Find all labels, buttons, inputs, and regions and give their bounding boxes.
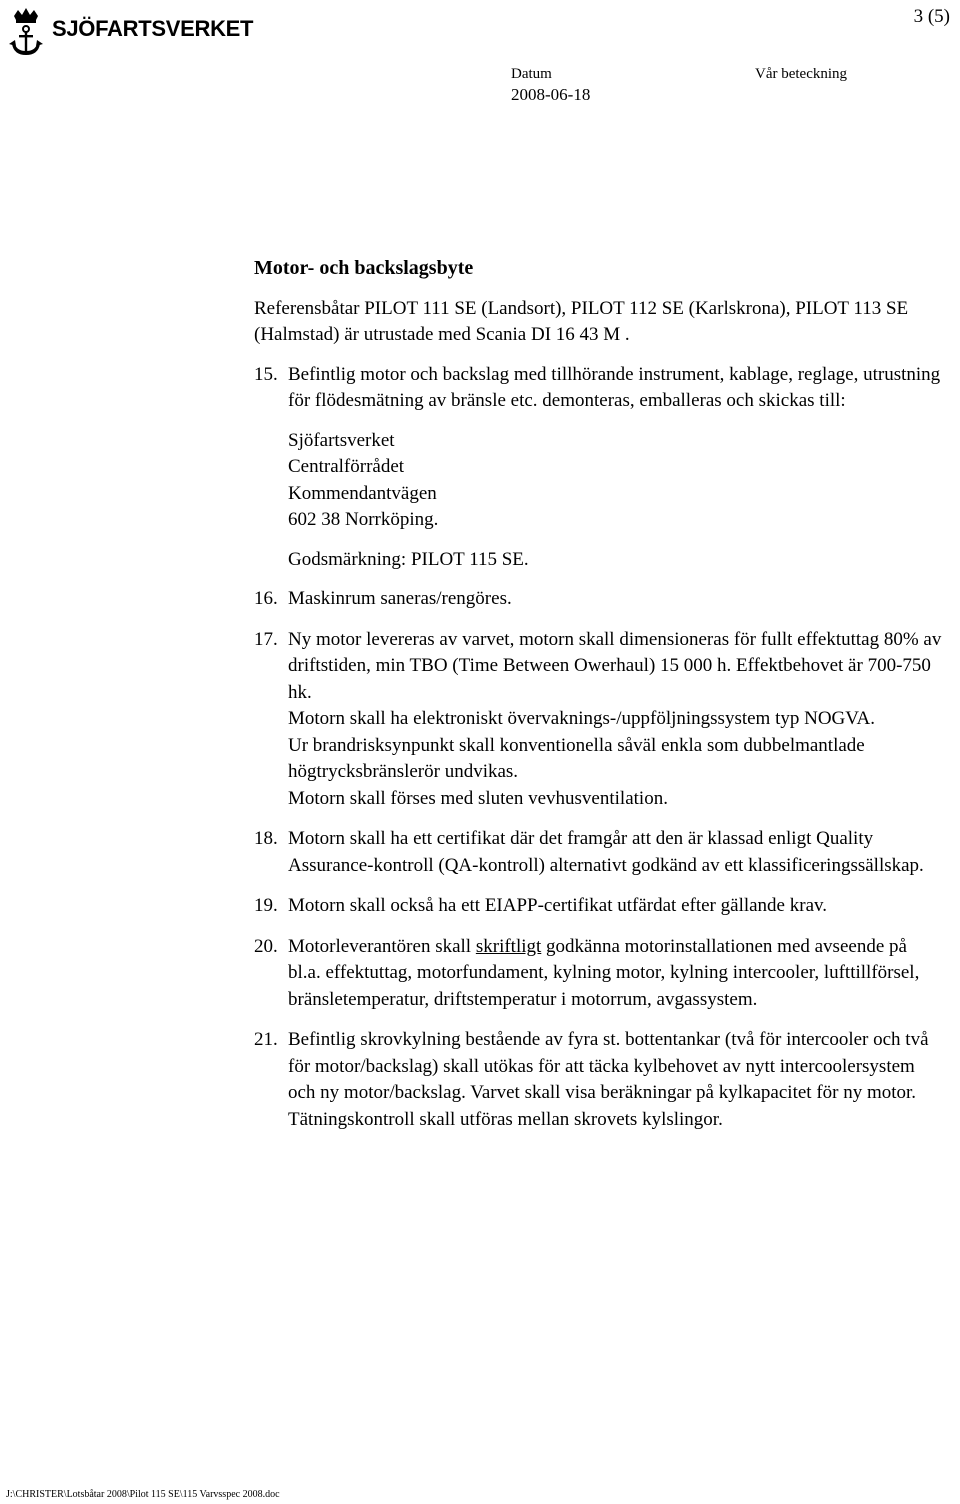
- text-after: godkänna motorinstallationen med avseende på bl.a. effektuttag, motorfundament, kylning motor, kylning intercooler, lufttillförsel, bränsletemperatur, driftstemperatur i motorrum, avgassystem.: [288, 935, 920, 1010]
- date-label: Datum: [511, 66, 552, 82]
- item-text: Maskinrum saneras/rengöres.: [288, 588, 512, 609]
- intro-paragraph: Referensbåtar PILOT 111 SE (Landsort), PILOT 112 SE (Karlskrona), PILOT 113 SE (Halmstad) är utrustade med Scania DI 16 43 M .: [254, 297, 909, 345]
- list-item-18: [254, 826, 944, 879]
- list-item-20: [254, 934, 944, 1014]
- item-text: Ur brandrisksynpunkt skall konventionella såväl enkla som dubbelmantlade högtrycksbränslerör undvikas.: [288, 734, 865, 782]
- item-number: 18.: [254, 828, 278, 849]
- document-body: [254, 255, 944, 1133]
- item-text: Motorn skall också ha ett EIAPP-certifikat utfärdat efter gällande krav.: [288, 895, 828, 916]
- address-line: Centralförrådet: [288, 456, 405, 477]
- item-number: 15.: [254, 363, 278, 385]
- item-number: 20.: [254, 935, 278, 957]
- list-item-16: [254, 586, 944, 613]
- list-item-17: [254, 627, 944, 813]
- text-before: Motorleverantören skall: [288, 935, 476, 957]
- page-number: 3 (5): [913, 6, 950, 27]
- address-line: 602 38 Norrköping.: [288, 509, 439, 530]
- item-number: 17.: [254, 628, 278, 650]
- item-text: Motorn skall förses med sluten vevhusventilation.: [288, 787, 668, 809]
- underlined-word: skriftligt: [475, 935, 542, 957]
- address-line: Kommendantvägen: [288, 482, 437, 504]
- list-item-15: [254, 362, 944, 574]
- date-value: 2008-06-18: [511, 85, 591, 104]
- item-number: 19.: [254, 895, 278, 916]
- logo-wordmark: SJÖFARTSVERKET: [52, 16, 254, 41]
- list-item-21: [254, 1027, 944, 1133]
- item-text: Motorn skall ha elektroniskt övervaknings-/uppföljningssystem typ NOGVA.: [288, 708, 876, 729]
- crown-anchor-icon: [6, 6, 46, 60]
- item-text: Ny motor levereras av varvet, motorn skall dimensioneras för fullt effektuttag 80% av driftstiden, min TBO (Time Between Owerhaul) 15 000 h. Effektbehovet är 700-750 hk.: [288, 628, 942, 703]
- address-line: Sjöfartsverket: [288, 429, 395, 451]
- file-path-footer: J:\CHRISTER\Lotsbåtar 2008\Pilot 115 SE\115 Varvsspec 2008.doc: [6, 1489, 280, 1500]
- list-item-19: [254, 893, 944, 920]
- goods-marking: Godsmärkning: PILOT 115 SE.: [288, 548, 529, 570]
- item-text: [288, 934, 944, 1014]
- item-text: Befintlig skrovkylning bestående av fyra st. bottentankar (två för intercooler och två för motor/backslag) skall utökas för att täcka kylbehovet av nytt intercoolersystem och ny motor/backslag. Varvet skall visa beräkningar på kylkapacitet för ny motor. Tätningskontroll skall utföras mellan skrovets kylslingor.: [288, 1029, 929, 1130]
- reference-label: Vår beteckning: [755, 66, 848, 82]
- item-text: Motorn skall ha ett certifikat där det framgår att den är klassad enligt Quality Assurance-kontroll (QA-kontroll) alternativt godkänd av ett klassificeringssällskap.: [288, 828, 924, 876]
- item-text: Befintlig motor och backslag med tillhörande instrument, kablage, reglage, utrustning för flödesmätning av bränsle etc. demonteras, emballeras och skickas till:: [288, 363, 941, 411]
- sjofartsverket-logo: [6, 6, 254, 60]
- delivery-address: [288, 428, 944, 534]
- section-title: Motor- och backslagsbyte: [254, 257, 474, 279]
- item-number: 21.: [254, 1029, 278, 1050]
- item-number: 16.: [254, 588, 278, 609]
